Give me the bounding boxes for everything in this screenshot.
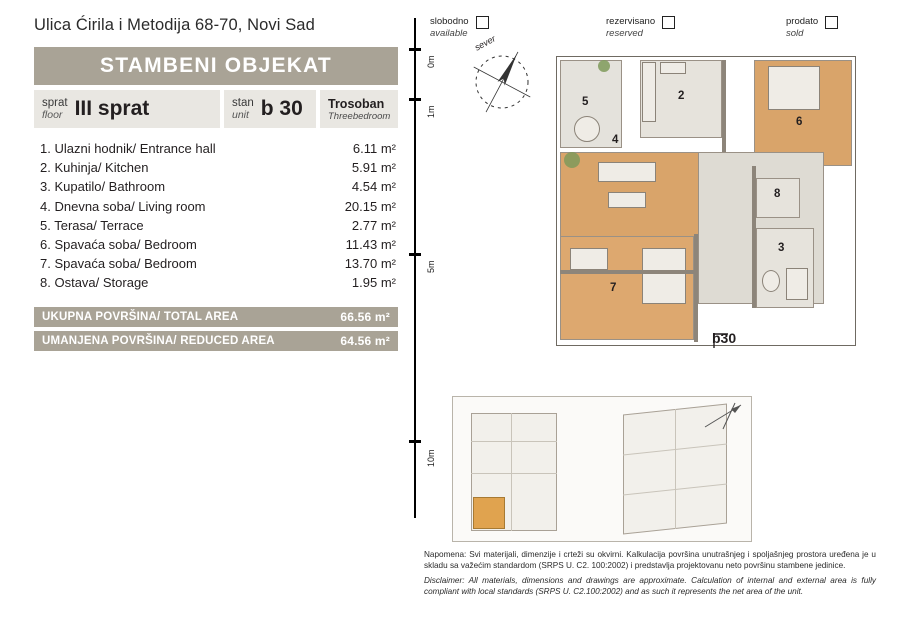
legend-available-swatch xyxy=(476,16,489,29)
scale-tick-0 xyxy=(409,48,421,51)
room-number-5: 5 xyxy=(582,96,589,108)
unit-type-en: Threebedroom xyxy=(328,110,391,122)
room-label: 5. Terasa/ Terrace xyxy=(40,217,144,233)
key-plan-highlight xyxy=(473,497,505,529)
room-label: 2. Kuhinja/ Kitchen xyxy=(40,160,149,176)
reduced-area-value: 64.56 m² xyxy=(340,333,390,348)
info-panel xyxy=(34,16,398,351)
scale-label-1: 1m xyxy=(426,105,436,118)
room-label: 8. Ostava/ Storage xyxy=(40,275,149,291)
room-area: 6.11 m² xyxy=(352,141,396,156)
legend-available-sr: slobodno xyxy=(430,16,469,27)
legend-reserved xyxy=(606,16,675,39)
legend-sold-sr: prodato xyxy=(786,16,819,27)
page-title: Ulica Ćirila i Metodija 68-70, Novi Sad xyxy=(34,16,315,34)
room-label: 1. Ulazni hodnik/ Entrance hall xyxy=(40,141,216,156)
toilet xyxy=(762,270,780,292)
total-area-bar xyxy=(34,307,398,327)
legend-sold xyxy=(786,16,838,39)
floor-label: sprat floor xyxy=(42,97,68,121)
room-area: 11.43 m² xyxy=(345,237,396,253)
scale-bar xyxy=(414,18,416,518)
scale-label-10: 10m xyxy=(426,449,436,467)
wall-segment xyxy=(722,60,726,152)
floor-label-en: floor xyxy=(42,108,63,121)
list-item xyxy=(40,177,396,196)
room-area: 13.70 m² xyxy=(344,256,396,272)
room-label: 7. Spavaća soba/ Bedroom xyxy=(40,256,197,272)
list-item xyxy=(40,197,396,216)
disclaimer-en: Disclaimer: All materials, dimensions and drawings are approximate. Calculation of internal and external area is fully compliant with local standards (SRPS U. C2.100:2002) and as such it represents the net area of the unit. xyxy=(424,576,876,596)
unit-tag: b30 xyxy=(712,330,737,346)
wardrobe-7 xyxy=(570,248,608,270)
bathtub xyxy=(786,268,808,300)
unit-label: stan unit xyxy=(232,97,254,121)
scale-label-0: 0m xyxy=(426,55,436,68)
room-number-2: 2 xyxy=(678,90,685,102)
compass-icon xyxy=(468,40,540,120)
list-item xyxy=(40,273,396,292)
key-plan-line xyxy=(511,413,512,531)
room-number-7: 7 xyxy=(610,282,617,294)
compass-north-label: sever xyxy=(472,33,498,53)
disclaimer xyxy=(424,550,876,602)
list-item xyxy=(40,158,396,177)
building-title-bar xyxy=(34,47,398,85)
disclaimer-sr: Napomena: Svi materijali, dimenzije i crteži su okvirni. Kalkulacija površina unutrašnjeg i spoljašnjeg prostora uređena je u skladu sa važećim standardom (SRPS U. C2. 100:2002) i predstavlja projektovanu neto površinu stambene jedinice. xyxy=(424,550,876,570)
key-plan-line xyxy=(471,473,557,474)
unit-cell xyxy=(224,90,316,128)
scale-tick-1 xyxy=(409,98,421,101)
legend-reserved-sr: rezervisano xyxy=(606,16,656,27)
type-cell xyxy=(320,90,398,128)
total-area-value: 66.56 m² xyxy=(340,309,390,324)
legend-reserved-swatch xyxy=(662,16,675,29)
room-area: 5.91 m² xyxy=(351,160,396,176)
room-number-4: 4 xyxy=(612,134,619,146)
legend-available-en: available xyxy=(430,27,468,39)
total-area-label: UKUPNA POVRŠINA/ TOTAL AREA xyxy=(42,310,239,323)
kitchen-appliance xyxy=(660,62,686,74)
list-item xyxy=(40,216,396,235)
room-number-6: 6 xyxy=(796,116,803,128)
legend-sold-swatch xyxy=(825,16,838,29)
dining-table xyxy=(574,116,600,142)
unit-label-en: unit xyxy=(232,108,249,121)
kitchen-counter xyxy=(642,62,656,122)
reduced-area-bar xyxy=(34,331,398,351)
legend-reserved-en: reserved xyxy=(606,27,643,39)
room-area: 1.95 m² xyxy=(351,275,396,291)
compass-rose xyxy=(468,33,540,120)
floor-value: III sprat xyxy=(74,97,150,120)
scale-tick-10 xyxy=(409,440,421,443)
reduced-area-label: UMANJENA POVRŠINA/ REDUCED AREA xyxy=(42,334,275,347)
floor-cell xyxy=(34,90,220,128)
unit-meta-row xyxy=(34,90,398,128)
wall-segment xyxy=(560,270,696,274)
key-plan-line xyxy=(675,409,676,529)
bed-6 xyxy=(768,66,820,110)
key-plan-panel[interactable] xyxy=(452,396,752,542)
scale-tick-5 xyxy=(409,253,421,256)
legend-available xyxy=(430,16,489,39)
unit-type-sr: Trosoban xyxy=(328,96,385,111)
unit-value: b 30 xyxy=(260,97,303,120)
room-area: 4.54 m² xyxy=(351,179,396,195)
key-plan-compass-icon xyxy=(701,401,749,431)
sofa xyxy=(598,162,656,182)
scale-label-5: 5m xyxy=(426,260,436,273)
room-number-8: 8 xyxy=(774,188,781,200)
bed-7 xyxy=(642,248,686,304)
room-label: 6. Spavaća soba/ Bedroom xyxy=(40,237,197,253)
plant-icon xyxy=(598,60,610,72)
wall-segment xyxy=(752,166,756,308)
wall-segment xyxy=(694,234,698,342)
floor-plan[interactable] xyxy=(556,56,856,346)
room-area: 20.15 m² xyxy=(344,198,396,214)
list-item xyxy=(40,139,396,158)
coffee-table xyxy=(608,192,646,208)
plant-icon xyxy=(564,152,580,168)
room-area: 2.77 m² xyxy=(351,217,396,233)
key-plan-line xyxy=(471,441,557,442)
list-item xyxy=(40,254,396,273)
room-label: 4. Dnevna soba/ Living room xyxy=(40,198,206,214)
room-list xyxy=(34,139,398,293)
building-title: STAMBENI OBJEKAT xyxy=(100,54,332,77)
legend-sold-en: sold xyxy=(786,27,804,39)
room-number-3: 3 xyxy=(778,242,785,254)
room-label: 3. Kupatilo/ Bathroom xyxy=(40,179,166,195)
list-item xyxy=(40,235,396,254)
